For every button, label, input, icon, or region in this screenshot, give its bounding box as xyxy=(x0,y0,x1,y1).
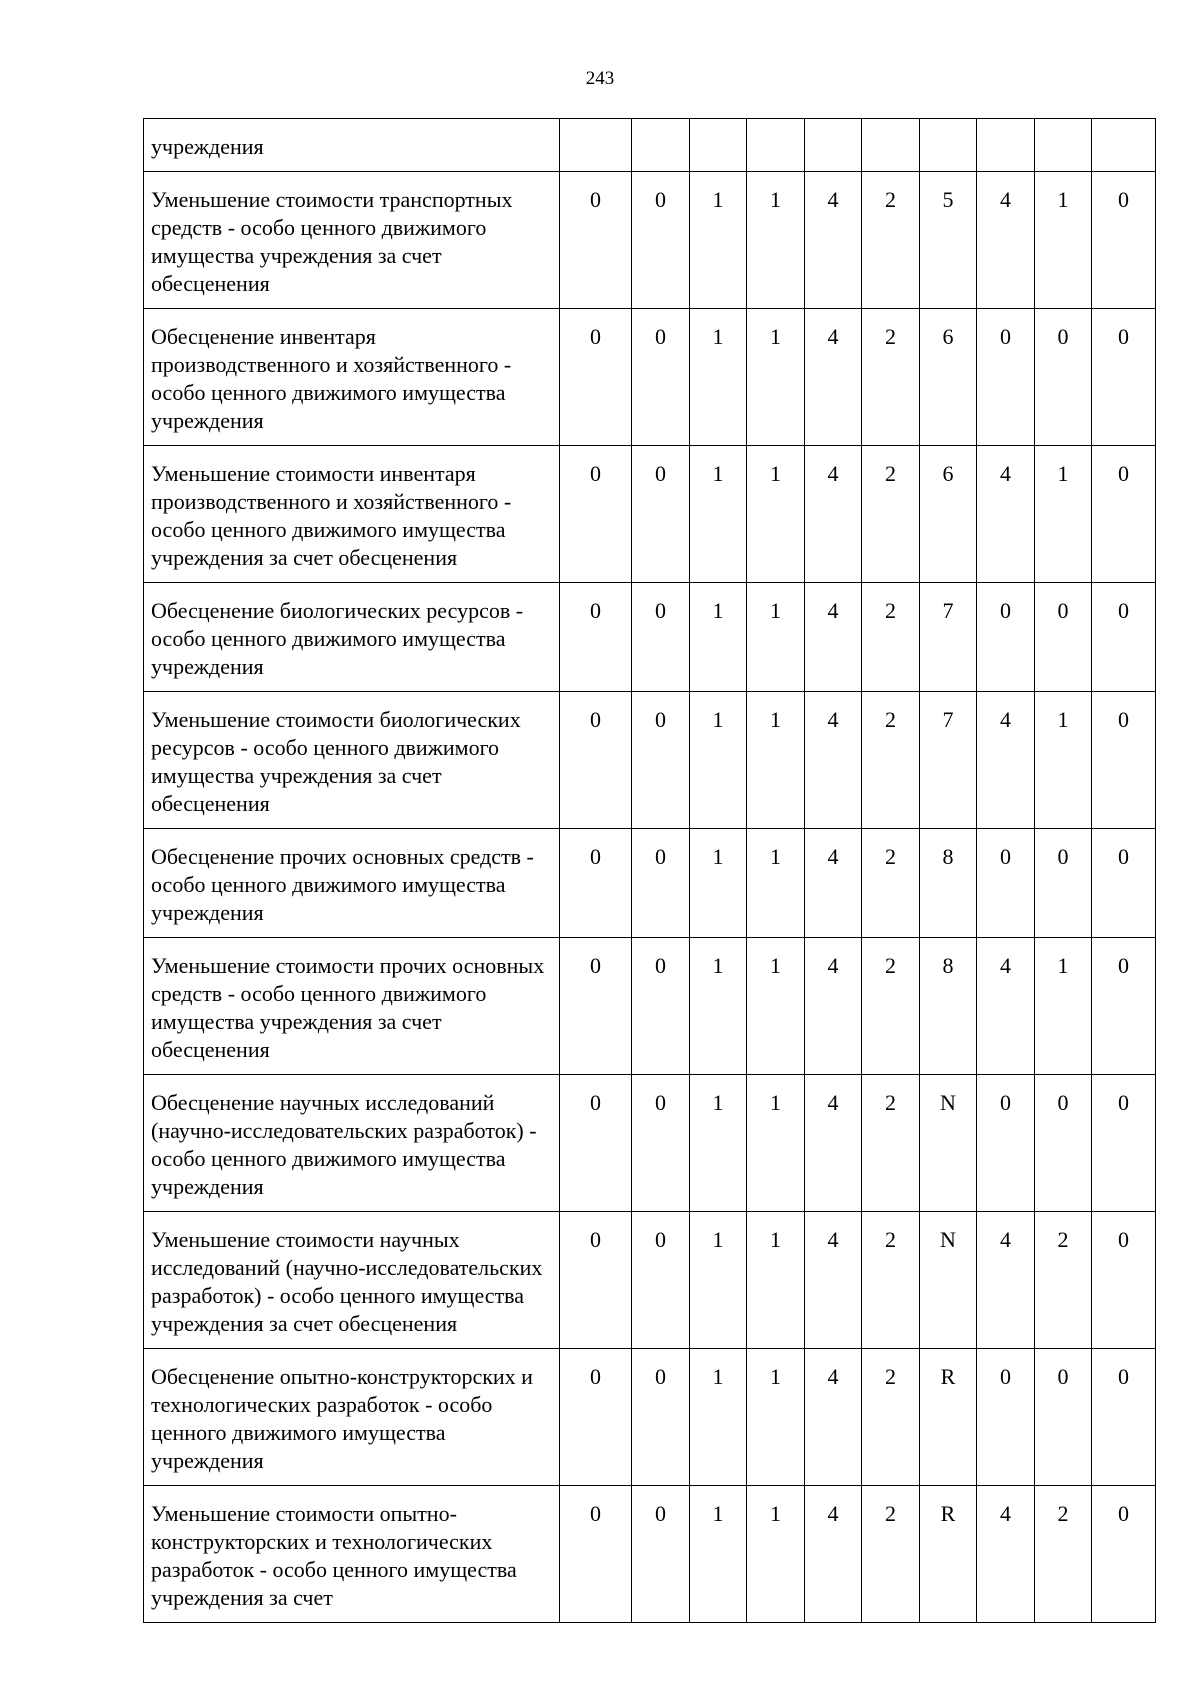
code-digit-cell: 0 xyxy=(632,309,690,446)
account-name-cell: Уменьшение стоимости транспортных средств - особо ценного движимого имущества учреждения за счет обесценения xyxy=(144,172,560,309)
code-digit-cell: 0 xyxy=(560,1486,632,1623)
code-digit-cell: 1 xyxy=(690,446,747,583)
code-digit-cell: 0 xyxy=(1092,583,1156,692)
code-digit-cell: 1 xyxy=(690,172,747,309)
code-digit-cell: N xyxy=(920,1212,977,1349)
account-name-cell: Обесценение инвентаря производственного и хозяйственного - особо ценного движимого имущества учреждения xyxy=(144,309,560,446)
account-name-cell: Уменьшение стоимости инвентаря производственного и хозяйственного - особо ценного движимого имущества учреждения за счет обесценения xyxy=(144,446,560,583)
code-digit-cell: 0 xyxy=(560,938,632,1075)
code-digit-cell: 0 xyxy=(632,1349,690,1486)
code-digit-cell: 1 xyxy=(747,172,805,309)
code-digit-cell: 2 xyxy=(862,309,920,446)
code-digit-cell: 1 xyxy=(1035,938,1092,1075)
account-name-cell: Обесценение научных исследований (научно-исследовательских разработок) - особо ценного движимого имущества учреждения xyxy=(144,1075,560,1212)
code-digit-cell: 4 xyxy=(805,1349,862,1486)
code-digit-cell: 0 xyxy=(560,172,632,309)
code-digit-cell: R xyxy=(920,1486,977,1623)
table-row xyxy=(144,583,1156,692)
code-digit-cell: 4 xyxy=(805,309,862,446)
table-row xyxy=(144,1349,1156,1486)
code-digit-cell: 0 xyxy=(632,692,690,829)
code-digit-cell: 1 xyxy=(690,1349,747,1486)
code-digit-cell xyxy=(747,119,805,172)
code-digit-cell: 4 xyxy=(805,829,862,938)
code-digit-cell: 4 xyxy=(977,172,1035,309)
code-digit-cell: 2 xyxy=(1035,1212,1092,1349)
code-digit-cell: 0 xyxy=(632,1075,690,1212)
code-digit-cell: 0 xyxy=(632,446,690,583)
code-digit-cell: 0 xyxy=(1092,1349,1156,1486)
code-digit-cell: 0 xyxy=(560,1212,632,1349)
account-codes-table xyxy=(143,118,1156,1623)
code-digit-cell: 1 xyxy=(747,692,805,829)
code-digit-cell: 6 xyxy=(920,446,977,583)
code-digit-cell: 4 xyxy=(805,583,862,692)
code-digit-cell: 2 xyxy=(862,938,920,1075)
code-digit-cell: 1 xyxy=(690,583,747,692)
code-digit-cell: 5 xyxy=(920,172,977,309)
code-digit-cell: 1 xyxy=(1035,446,1092,583)
account-name-cell: Обесценение прочих основных средств - особо ценного движимого имущества учреждения xyxy=(144,829,560,938)
code-digit-cell: 0 xyxy=(1035,309,1092,446)
table-row xyxy=(144,692,1156,829)
code-digit-cell: 2 xyxy=(862,1212,920,1349)
account-name-cell: Обесценение опытно-конструкторских и технологических разработок - особо ценного движимого имущества учреждения xyxy=(144,1349,560,1486)
code-digit-cell: 1 xyxy=(690,1212,747,1349)
account-name-cell: Обесценение биологических ресурсов - особо ценного движимого имущества учреждения xyxy=(144,583,560,692)
code-digit-cell: 1 xyxy=(747,938,805,1075)
code-digit-cell: 0 xyxy=(977,1349,1035,1486)
code-digit-cell xyxy=(805,119,862,172)
code-digit-cell xyxy=(1092,119,1156,172)
code-digit-cell: N xyxy=(920,1075,977,1212)
code-digit-cell: 0 xyxy=(632,172,690,309)
code-digit-cell: 1 xyxy=(747,829,805,938)
account-name-cell: Уменьшение стоимости прочих основных средств - особо ценного движимого имущества учреждения за счет обесценения xyxy=(144,938,560,1075)
code-digit-cell: 0 xyxy=(1092,829,1156,938)
code-digit-cell: R xyxy=(920,1349,977,1486)
code-digit-cell: 0 xyxy=(1092,446,1156,583)
code-digit-cell: 0 xyxy=(560,309,632,446)
code-digit-cell: 0 xyxy=(560,692,632,829)
code-digit-cell: 4 xyxy=(977,1212,1035,1349)
code-digit-cell: 0 xyxy=(977,1075,1035,1212)
page-number: 243 xyxy=(585,68,615,89)
code-digit-cell: 0 xyxy=(977,583,1035,692)
code-digit-cell: 0 xyxy=(632,1486,690,1623)
code-digit-cell: 2 xyxy=(862,829,920,938)
code-digit-cell: 0 xyxy=(1035,1075,1092,1212)
code-digit-cell: 1 xyxy=(747,1075,805,1212)
code-digit-cell: 2 xyxy=(862,583,920,692)
code-digit-cell: 1 xyxy=(1035,692,1092,829)
code-digit-cell xyxy=(560,119,632,172)
code-digit-cell: 2 xyxy=(862,1486,920,1623)
code-digit-cell: 0 xyxy=(632,829,690,938)
code-digit-cell: 4 xyxy=(805,1212,862,1349)
code-digit-cell: 0 xyxy=(977,309,1035,446)
code-digit-cell xyxy=(632,119,690,172)
code-digit-cell: 0 xyxy=(1035,1349,1092,1486)
code-digit-cell: 4 xyxy=(805,692,862,829)
code-digit-cell: 0 xyxy=(1092,1212,1156,1349)
table-row xyxy=(144,172,1156,309)
code-digit-cell: 7 xyxy=(920,692,977,829)
code-digit-cell: 1 xyxy=(690,309,747,446)
code-digit-cell: 7 xyxy=(920,583,977,692)
code-digit-cell: 0 xyxy=(632,938,690,1075)
code-digit-cell: 0 xyxy=(560,1349,632,1486)
code-digit-cell: 6 xyxy=(920,309,977,446)
code-digit-cell: 4 xyxy=(977,692,1035,829)
code-digit-cell: 0 xyxy=(632,1212,690,1349)
code-digit-cell: 0 xyxy=(632,583,690,692)
code-digit-cell: 0 xyxy=(977,829,1035,938)
code-digit-cell: 4 xyxy=(977,1486,1035,1623)
code-digit-cell: 2 xyxy=(862,1075,920,1212)
account-name-cell: Уменьшение стоимости биологических ресурсов - особо ценного движимого имущества учреждения за счет обесценения xyxy=(144,692,560,829)
table-row xyxy=(144,119,1156,172)
code-digit-cell xyxy=(1035,119,1092,172)
code-digit-cell: 0 xyxy=(1092,1486,1156,1623)
code-digit-cell: 2 xyxy=(862,1349,920,1486)
code-digit-cell: 4 xyxy=(977,446,1035,583)
code-digit-cell: 2 xyxy=(862,446,920,583)
code-digit-cell: 0 xyxy=(1092,1075,1156,1212)
table-row xyxy=(144,1075,1156,1212)
code-digit-cell: 4 xyxy=(805,1075,862,1212)
code-digit-cell: 1 xyxy=(747,1486,805,1623)
code-digit-cell: 1 xyxy=(747,1349,805,1486)
code-digit-cell: 0 xyxy=(1035,583,1092,692)
table-row xyxy=(144,938,1156,1075)
account-name-cell: Уменьшение стоимости научных исследований (научно-исследовательских разработок) - особо ценного имущества учреждения за счет обесценения xyxy=(144,1212,560,1349)
table-row xyxy=(144,1212,1156,1349)
account-name-cell: учреждения xyxy=(144,119,560,172)
account-name-cell: Уменьшение стоимости опытно-конструкторских и технологических разработок - особо ценного имущества учреждения за счет xyxy=(144,1486,560,1623)
code-digit-cell: 2 xyxy=(862,172,920,309)
table-body xyxy=(144,119,1156,1623)
code-digit-cell: 1 xyxy=(1035,172,1092,309)
code-digit-cell: 4 xyxy=(805,1486,862,1623)
code-digit-cell: 1 xyxy=(690,1075,747,1212)
code-digit-cell: 1 xyxy=(747,1212,805,1349)
table-row xyxy=(144,309,1156,446)
code-digit-cell: 0 xyxy=(1092,938,1156,1075)
code-digit-cell: 1 xyxy=(747,309,805,446)
code-digit-cell: 2 xyxy=(1035,1486,1092,1623)
code-digit-cell: 0 xyxy=(560,829,632,938)
code-digit-cell: 1 xyxy=(747,583,805,692)
table-row xyxy=(144,446,1156,583)
code-digit-cell: 1 xyxy=(690,1486,747,1623)
table-row xyxy=(144,1486,1156,1623)
code-digit-cell: 0 xyxy=(560,1075,632,1212)
code-digit-cell: 4 xyxy=(977,938,1035,1075)
code-digit-cell xyxy=(690,119,747,172)
code-digit-cell: 4 xyxy=(805,172,862,309)
code-digit-cell: 0 xyxy=(1092,309,1156,446)
code-digit-cell: 0 xyxy=(1092,172,1156,309)
code-digit-cell: 1 xyxy=(690,938,747,1075)
code-digit-cell xyxy=(920,119,977,172)
code-digit-cell: 0 xyxy=(560,583,632,692)
code-digit-cell: 1 xyxy=(690,829,747,938)
code-digit-cell: 0 xyxy=(560,446,632,583)
code-digit-cell: 8 xyxy=(920,829,977,938)
code-digit-cell xyxy=(977,119,1035,172)
code-digit-cell: 4 xyxy=(805,938,862,1075)
code-digit-cell: 0 xyxy=(1035,829,1092,938)
code-digit-cell: 4 xyxy=(805,446,862,583)
code-digit-cell: 0 xyxy=(1092,692,1156,829)
code-digit-cell: 2 xyxy=(862,692,920,829)
code-digit-cell: 1 xyxy=(690,692,747,829)
code-digit-cell: 8 xyxy=(920,938,977,1075)
code-digit-cell xyxy=(862,119,920,172)
table-row xyxy=(144,829,1156,938)
code-digit-cell: 1 xyxy=(747,446,805,583)
